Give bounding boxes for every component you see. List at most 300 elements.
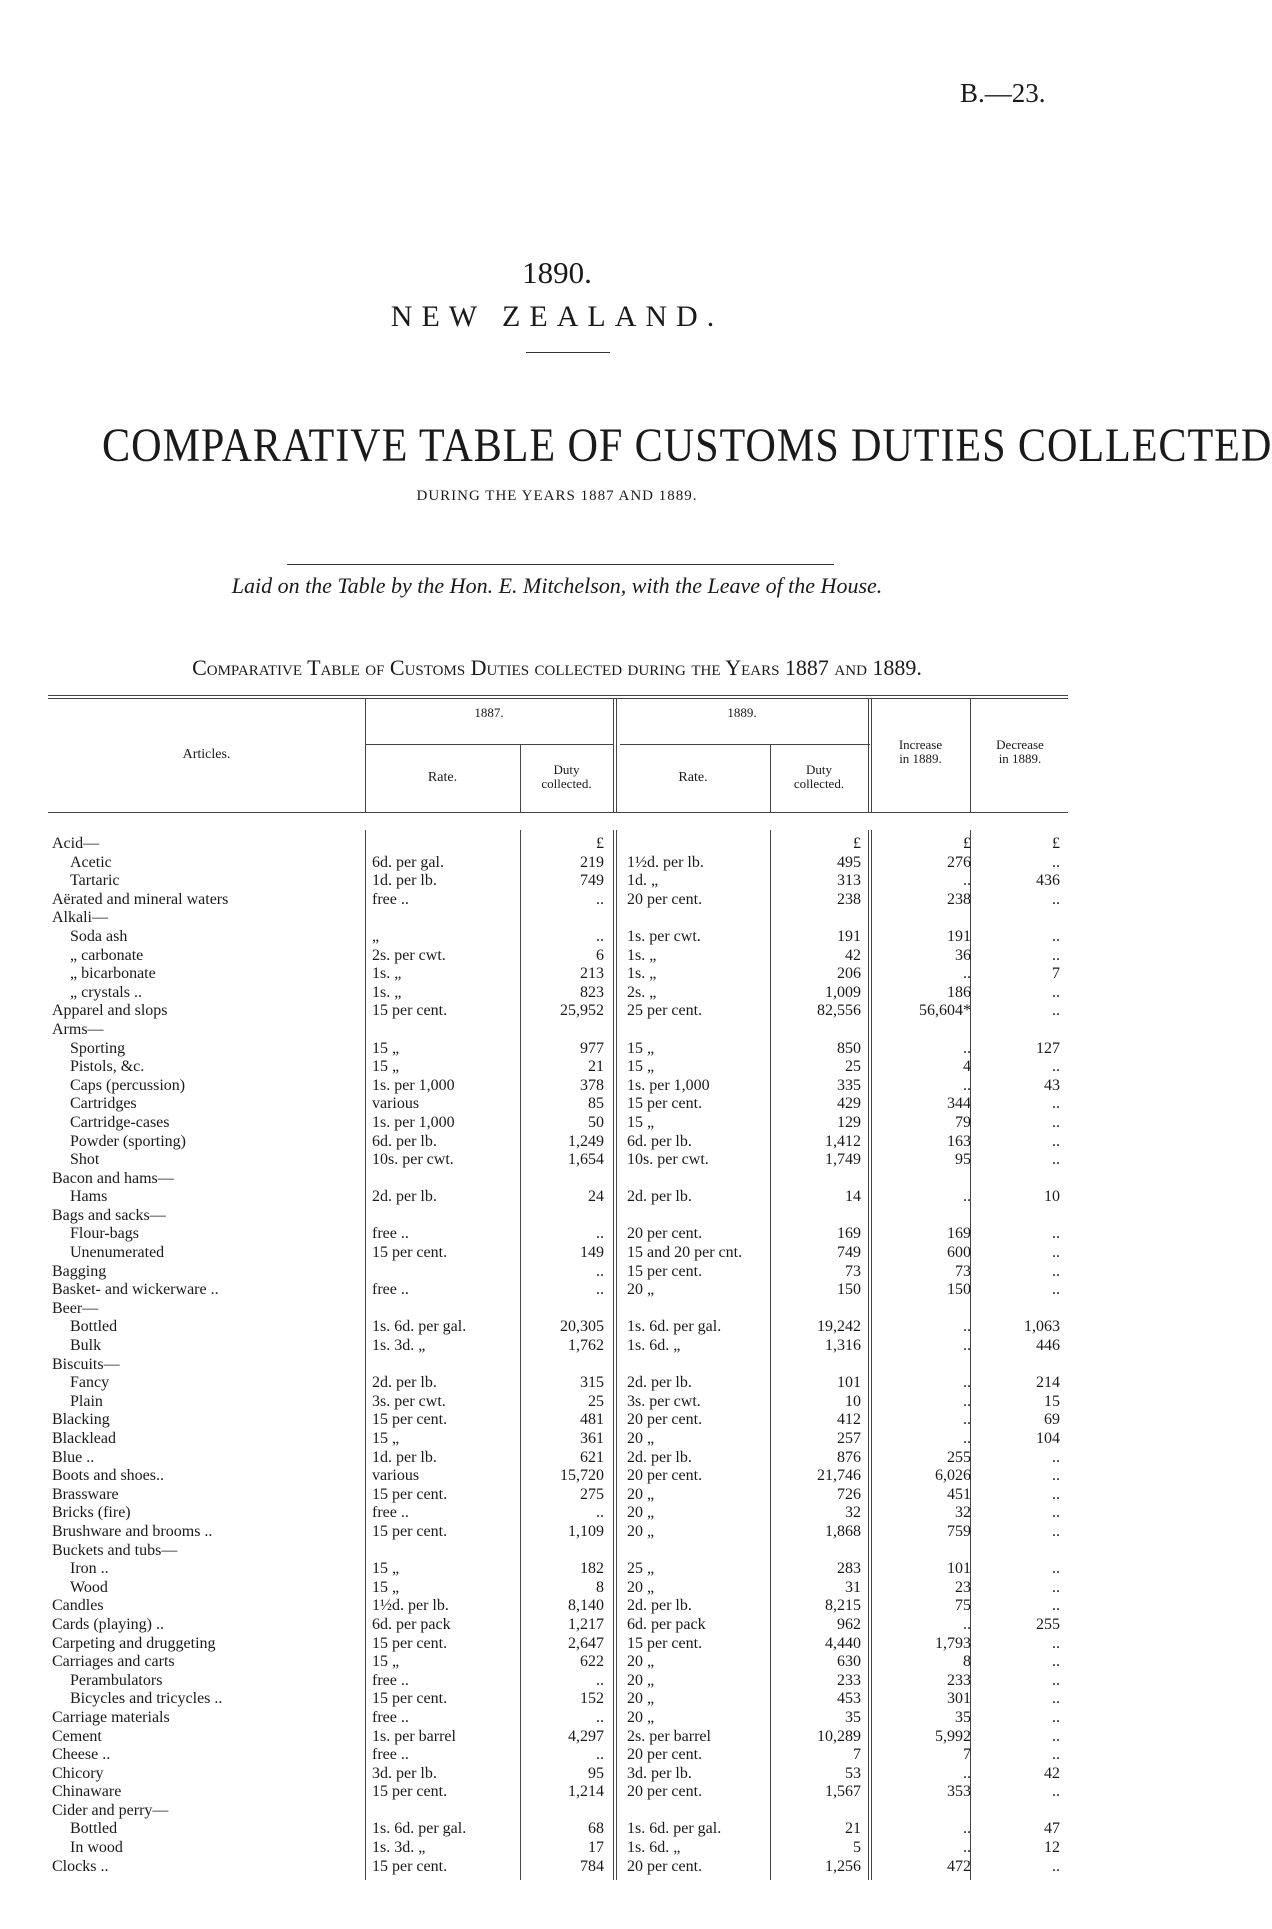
table-row (0, 1356, 1114, 1375)
duty-1889: 7 (853, 1746, 861, 1764)
article-name: Bicycles and tricycles .. (70, 1690, 223, 1708)
table-row (0, 1337, 1114, 1356)
document-year: 1890. (522, 255, 592, 290)
col-duty-1887-header (520, 763, 613, 791)
table-row (0, 1058, 1114, 1077)
table-row (0, 1095, 1114, 1114)
rate-1889: 2s. per barrel (627, 1727, 711, 1745)
duty-1887: 621 (580, 1448, 604, 1466)
table-row (0, 1765, 1114, 1784)
increase-1889: 6,026 (935, 1467, 971, 1485)
table-row (0, 1040, 1114, 1059)
duty-1887: 50 (588, 1113, 604, 1131)
rate-1887: 15 per cent. (372, 1634, 448, 1652)
row-group-heading: Arms— (52, 1020, 104, 1038)
decrease-1889: 104 (1036, 1430, 1060, 1447)
increase-header-line2: in 1889. (899, 751, 942, 766)
duty-1887: 15,720 (560, 1467, 604, 1485)
article-name: Cartridge-cases (70, 1113, 170, 1131)
rate-1887: 2d. per lb. (372, 1374, 437, 1392)
rate-1889: 25 „ (627, 1560, 655, 1578)
decrease-1889: .. (1052, 1690, 1060, 1708)
article-name: Acetic (70, 853, 112, 871)
table-row (0, 1188, 1114, 1207)
duty-header-line1: Duty (806, 762, 832, 777)
duty-1887: .. (596, 1708, 604, 1726)
duty-1887: 361 (580, 1430, 604, 1447)
rate-1889: 15 „ (627, 1039, 655, 1057)
rate-1887: 1s. per 1,000 (372, 1113, 455, 1131)
col-divider (868, 698, 869, 812)
duty-1889: 10,289 (817, 1727, 861, 1745)
increase-1889: 36 (955, 946, 971, 964)
table-row (0, 1616, 1114, 1635)
decrease-1889: .. (1052, 853, 1060, 871)
rate-1887: 15 per cent. (372, 1411, 448, 1429)
article-name: Apparel and slops (52, 1002, 168, 1020)
duty-1887: 25 (588, 1392, 604, 1410)
rate-1887: 15 „ (372, 1578, 400, 1596)
rate-1889: 1s. 6d. per gal. (627, 1820, 722, 1838)
duty-1887: 823 (580, 983, 604, 1001)
decrease-1889: .. (1052, 1578, 1060, 1596)
increase-1889: 7 (963, 1746, 971, 1764)
rate-1889: 20 per cent. (627, 1857, 703, 1875)
duty-1889: 257 (837, 1430, 861, 1447)
rate-1887: 2s. per cwt. (372, 946, 446, 964)
table-row (0, 1300, 1114, 1319)
increase-1889: 600 (947, 1244, 971, 1262)
increase-1889: 79 (955, 1113, 971, 1131)
rate-1887: 6d. per pack (372, 1615, 451, 1633)
article-name: Iron .. (70, 1560, 109, 1578)
rate-1887: 15 per cent. (372, 1857, 448, 1875)
table-row (0, 1653, 1114, 1672)
increase-1889: 75 (955, 1597, 971, 1615)
decrease-1889: .. (1052, 1653, 1060, 1671)
col-rate-1887-header: Rate. (427, 770, 458, 785)
duty-1889: 283 (837, 1560, 861, 1578)
rate-1889: 20 „ (627, 1578, 655, 1596)
duty-1887: 1,109 (568, 1522, 604, 1540)
increase-1889: .. (963, 872, 971, 890)
article-name: Pistols, &c. (70, 1058, 145, 1076)
table-row (0, 1002, 1114, 1021)
increase-1889: .. (963, 1430, 971, 1447)
article-name: In wood (70, 1839, 123, 1857)
row-group-heading: Alkali— (52, 909, 108, 927)
table-row (0, 1244, 1114, 1263)
decrease-1889: .. (1052, 946, 1060, 964)
article-name: Bricks (fire) (52, 1504, 131, 1522)
decrease-1889: 214 (1036, 1374, 1060, 1392)
table-row (0, 1486, 1114, 1505)
duty-1889: 1,567 (825, 1783, 861, 1801)
increase-1889: 344 (947, 1095, 971, 1113)
decrease-1889: .. (1052, 1113, 1060, 1131)
table-row (0, 1263, 1114, 1282)
table-row (0, 984, 1114, 1003)
rate-1887: 2d. per lb. (372, 1188, 437, 1206)
duty-1887: 95 (588, 1764, 604, 1782)
duty-1889: 10 (845, 1392, 861, 1410)
rate-1887: 1s. „ (372, 965, 402, 983)
article-name: Caps (percussion) (70, 1076, 186, 1094)
rate-1887: various (372, 1467, 420, 1485)
rate-1887: 1s. 6d. per gal. (372, 1820, 467, 1838)
decrease-1889: .. (1052, 1281, 1060, 1299)
table-row (0, 854, 1114, 873)
article-name: Unenumerated (70, 1244, 165, 1262)
duty-1887: 24 (588, 1188, 604, 1206)
rate-1889: 2d. per lb. (627, 1448, 692, 1466)
duty-1889: 1,009 (825, 983, 861, 1001)
duty-1889: 749 (837, 1244, 861, 1262)
decrease-1889: .. (1052, 1058, 1060, 1076)
table-row (0, 1635, 1114, 1654)
rate-1889: 1s. per cwt. (627, 927, 701, 945)
decrease-1889: .. (1052, 927, 1060, 945)
decrease-1889: 127 (1036, 1039, 1060, 1057)
article-name: Carriages and carts (52, 1653, 175, 1671)
rate-1889: 20 per cent. (627, 1783, 703, 1801)
rate-1889: 2s. „ (627, 983, 657, 1001)
decrease-1889: .. (1052, 1132, 1060, 1150)
increase-1889: 238 (947, 890, 971, 908)
table-row (0, 1783, 1114, 1802)
table-row (0, 1523, 1114, 1542)
duty-1887: .. (596, 1281, 604, 1299)
rate-1889: 1d. „ (627, 872, 659, 890)
duty-1887: 8,140 (568, 1597, 604, 1615)
article-name: Fancy (70, 1374, 110, 1392)
table-row (0, 1393, 1114, 1412)
article-name: Powder (sporting) (70, 1132, 186, 1150)
table-row (0, 872, 1114, 891)
rate-1887: 15 „ (372, 1560, 400, 1578)
header-1887-rule (365, 744, 613, 745)
duty-1889: 4,440 (825, 1634, 861, 1652)
laid-on-table-note: Laid on the Table by the Hon. E. Mitchelson, with the Leave of the House. (231, 573, 883, 598)
article-name: Boots and shoes.. (52, 1467, 164, 1485)
increase-1889: 186 (947, 983, 971, 1001)
increase-1889: 4 (963, 1058, 971, 1076)
rate-1889: 15 per cent. (627, 1634, 703, 1652)
table-row (0, 928, 1114, 947)
rate-1889: 20 per cent. (627, 1467, 703, 1485)
duty-1887: .. (596, 927, 604, 945)
page-title: COMPARATIVE TABLE OF CUSTOMS DUTIES COLLECTED (102, 419, 1272, 472)
duty-1887: 219 (580, 853, 604, 871)
rate-1887: 1d. per lb. (372, 1448, 437, 1466)
rate-1887: 1s. 6d. per gal. (372, 1318, 467, 1336)
rate-1889: 10s. per cwt. (627, 1151, 709, 1169)
table-row (0, 1560, 1114, 1579)
rate-1889: 1s. „ (627, 946, 657, 964)
rate-1887: free .. (372, 1504, 409, 1522)
increase-1889: 56,604* (919, 1002, 971, 1020)
rate-1887: 15 „ (372, 1430, 400, 1447)
duty-1889: 233 (837, 1671, 861, 1689)
duty-1889: 32 (845, 1504, 861, 1522)
duty-1887: 21 (588, 1058, 604, 1076)
rate-1887: free .. (372, 1671, 409, 1689)
rate-1889: 1s. 6d. per gal. (627, 1318, 722, 1336)
decrease-1889: .. (1052, 1448, 1060, 1466)
duty-1887: 149 (580, 1244, 604, 1262)
duties-table-body (0, 835, 1114, 1876)
duty-1887: 68 (588, 1820, 604, 1838)
duty-1889: 412 (837, 1411, 861, 1429)
currency-increase: £ (963, 835, 971, 852)
duty-1889: 14 (845, 1188, 861, 1206)
rate-1889: 2d. per lb. (627, 1188, 692, 1206)
duty-1887: 17 (588, 1839, 604, 1857)
table-row (0, 947, 1114, 966)
duty-1889: 1,256 (825, 1857, 861, 1875)
table-row (0, 1225, 1114, 1244)
duty-1887: 378 (580, 1076, 604, 1094)
table-top-rule-2 (48, 698, 1068, 699)
col-1889-header: 1889. (727, 705, 757, 720)
rate-1889: 1s. per 1,000 (627, 1076, 710, 1094)
table-row (0, 1133, 1114, 1152)
duty-1887: 977 (580, 1039, 604, 1057)
duty-1887: .. (596, 1746, 604, 1764)
duty-1887: 25,952 (560, 1002, 604, 1020)
duty-1889: 129 (837, 1113, 861, 1131)
table-row (0, 1542, 1114, 1561)
duty-1887: 784 (580, 1857, 604, 1875)
rate-1887: 1d. per lb. (372, 872, 437, 890)
duty-1889: 5 (853, 1839, 861, 1857)
decrease-1889: 255 (1036, 1615, 1060, 1633)
table-top-rule (48, 695, 1068, 696)
decrease-1889: .. (1052, 1485, 1060, 1503)
table-row (0, 1151, 1114, 1170)
duty-1889: 206 (837, 965, 861, 983)
duty-1887: 749 (580, 872, 604, 890)
increase-1889: 759 (947, 1522, 971, 1540)
rate-1889: 15 „ (627, 1113, 655, 1131)
rate-1887: various (372, 1095, 420, 1113)
article-name: Wood (70, 1578, 108, 1596)
increase-1889: .. (963, 1188, 971, 1206)
rate-1887: 6d. per gal. (372, 853, 444, 871)
rate-1889: 20 „ (627, 1504, 655, 1522)
col-divider (613, 698, 614, 812)
duty-1887: 182 (580, 1560, 604, 1578)
duty-1889: 21,746 (817, 1467, 861, 1485)
rate-1889: 15 per cent. (627, 1262, 703, 1280)
rate-1889: 20 per cent. (627, 1746, 703, 1764)
increase-1889: 32 (955, 1504, 971, 1522)
rate-1889: 20 „ (627, 1708, 655, 1726)
rate-1887: 15 per cent. (372, 1244, 448, 1262)
decrease-1889: .. (1052, 1857, 1060, 1875)
increase-1889: .. (963, 1039, 971, 1057)
rate-1887: free .. (372, 890, 409, 908)
increase-1889: 353 (947, 1783, 971, 1801)
increase-1889: 191 (947, 927, 971, 945)
article-name: Clocks .. (52, 1857, 109, 1875)
rate-1889: 20 „ (627, 1281, 655, 1299)
duty-1887: 1,654 (568, 1151, 604, 1169)
article-name: Blacking (52, 1411, 110, 1429)
decrease-1889: .. (1052, 1560, 1060, 1578)
rate-1887: free .. (372, 1281, 409, 1299)
col-duty-1889-header (770, 763, 868, 791)
duty-1887: 1,217 (568, 1615, 604, 1633)
table-row (0, 1579, 1114, 1598)
increase-1889: 233 (947, 1671, 971, 1689)
decrease-1889: 7 (1052, 965, 1060, 983)
row-group-heading: Cider and perry— (52, 1801, 169, 1819)
col-1887-header: 1887. (474, 705, 504, 720)
header-1889-rule (620, 744, 870, 745)
table-row (0, 1672, 1114, 1691)
rate-1887: 1½d. per lb. (372, 1597, 449, 1615)
article-name: Cards (playing) .. (52, 1615, 164, 1633)
table-row (0, 1021, 1114, 1040)
duty-1887: .. (596, 1225, 604, 1243)
duty-1887: .. (596, 1671, 604, 1689)
rate-1889: 6d. per pack (627, 1615, 706, 1633)
decrease-1889: 42 (1044, 1764, 1060, 1782)
increase-1889: 5,992 (935, 1727, 971, 1745)
table-row (0, 891, 1114, 910)
document-reference: B.—23. (960, 78, 1046, 108)
rate-1889: 15 and 20 per cnt. (627, 1244, 743, 1262)
table-row (0, 1077, 1114, 1096)
rate-1889: 3s. per cwt. (627, 1392, 701, 1410)
duty-1889: 1,412 (825, 1132, 861, 1150)
duty-1889: 191 (837, 927, 861, 945)
duty-1889: 150 (837, 1281, 861, 1299)
article-name: Bottled (70, 1318, 118, 1336)
duty-1887: 1,762 (568, 1337, 604, 1355)
duty-1889: 21 (845, 1820, 861, 1838)
decrease-1889: 43 (1044, 1076, 1060, 1094)
duty-1889: 726 (837, 1485, 861, 1503)
duty-1889: 25 (845, 1058, 861, 1076)
table-row (0, 1504, 1114, 1523)
rate-1887: 3s. per cwt. (372, 1392, 446, 1410)
duty-header-line1: Duty (553, 762, 580, 777)
duty-1889: 630 (837, 1653, 861, 1671)
rate-1889: 20 per cent. (627, 890, 703, 908)
duty-header-line2: collected. (793, 776, 845, 791)
table-row (0, 1839, 1114, 1858)
duty-1887: 622 (580, 1653, 604, 1671)
increase-1889: .. (963, 1839, 971, 1857)
decrease-1889: 436 (1036, 872, 1060, 890)
duty-1889: 53 (845, 1764, 861, 1782)
rate-1887: 1s. per 1,000 (372, 1076, 455, 1094)
duty-1887: 275 (580, 1485, 604, 1503)
decrease-1889: 69 (1044, 1411, 1060, 1429)
duty-1889: 169 (837, 1225, 861, 1243)
duty-1887: 6 (596, 946, 604, 964)
duty-1889: 850 (837, 1039, 861, 1057)
duty-1889: 8,215 (825, 1597, 861, 1615)
decrease-1889: .. (1052, 890, 1060, 908)
decrease-1889: 12 (1044, 1839, 1060, 1857)
table-row (0, 835, 1114, 854)
decrease-1889: 1,063 (1024, 1318, 1060, 1336)
article-name: Carpeting and druggeting (52, 1634, 216, 1652)
duty-1887: .. (596, 1504, 604, 1522)
table-row (0, 1114, 1114, 1133)
rate-1887: free .. (372, 1746, 409, 1764)
decrease-1889: .. (1052, 1671, 1060, 1689)
article-name: Cement (52, 1727, 102, 1745)
decrease-1889: .. (1052, 1262, 1060, 1280)
article-name: Blacklead (52, 1430, 116, 1447)
decrease-1889: .. (1052, 1151, 1060, 1169)
duty-1887: .. (596, 1262, 604, 1280)
decrease-1889: 446 (1036, 1337, 1060, 1355)
duty-1889: 453 (837, 1690, 861, 1708)
col-increase-header (871, 738, 970, 766)
table-row (0, 1207, 1114, 1226)
duty-1887: 20,305 (560, 1318, 604, 1336)
decrease-1889: .. (1052, 1708, 1060, 1726)
duty-1887: 8 (596, 1578, 604, 1596)
currency-decrease: £ (1052, 835, 1060, 852)
article-name: Hams (70, 1188, 108, 1206)
country-heading: NEW ZEALAND. (390, 300, 724, 333)
increase-1889: 35 (955, 1708, 971, 1726)
rate-1889: 20 per cent. (627, 1225, 703, 1243)
rate-1889: 20 „ (627, 1690, 655, 1708)
rate-1887: 15 per cent. (372, 1783, 448, 1801)
row-group-heading: Biscuits— (52, 1355, 120, 1373)
increase-1889: 150 (947, 1281, 971, 1299)
rate-1889: 20 „ (627, 1485, 655, 1503)
rate-1889: 20 „ (627, 1522, 655, 1540)
article-name: Plain (70, 1392, 103, 1410)
rate-1887: 15 per cent. (372, 1002, 448, 1020)
article-name: Bulk (70, 1337, 102, 1355)
article-name: Carriage materials (52, 1708, 170, 1726)
article-name: Brushware and brooms .. (52, 1522, 213, 1540)
decrease-1889: .. (1052, 1467, 1060, 1485)
rate-1889: 20 „ (627, 1653, 655, 1671)
article-name: Cartridges (70, 1095, 137, 1113)
table-row (0, 909, 1114, 928)
duty-1889: 35 (845, 1708, 861, 1726)
table-header-bottom-rule (48, 812, 1068, 813)
article-name: „ crystals .. (70, 983, 142, 1001)
article-name: Aërated and mineral waters (52, 890, 229, 908)
duty-1889: 82,556 (817, 1002, 861, 1020)
table-row (0, 1467, 1114, 1486)
increase-1889: .. (963, 1615, 971, 1633)
rate-1887: „ (372, 927, 380, 945)
rate-1887: 15 per cent. (372, 1522, 448, 1540)
article-name: Chinaware (52, 1783, 122, 1801)
duty-1887: 213 (580, 965, 604, 983)
rate-1887: 15 per cent. (372, 1690, 448, 1708)
decrease-1889: .. (1052, 1504, 1060, 1522)
col-rate-1889-header: Rate. (678, 770, 708, 785)
title-divider (526, 352, 610, 353)
duty-1887: 152 (580, 1690, 604, 1708)
duty-1889: 1,868 (825, 1522, 861, 1540)
decrease-1889: .. (1052, 1225, 1060, 1243)
duty-1889: 495 (837, 853, 861, 871)
